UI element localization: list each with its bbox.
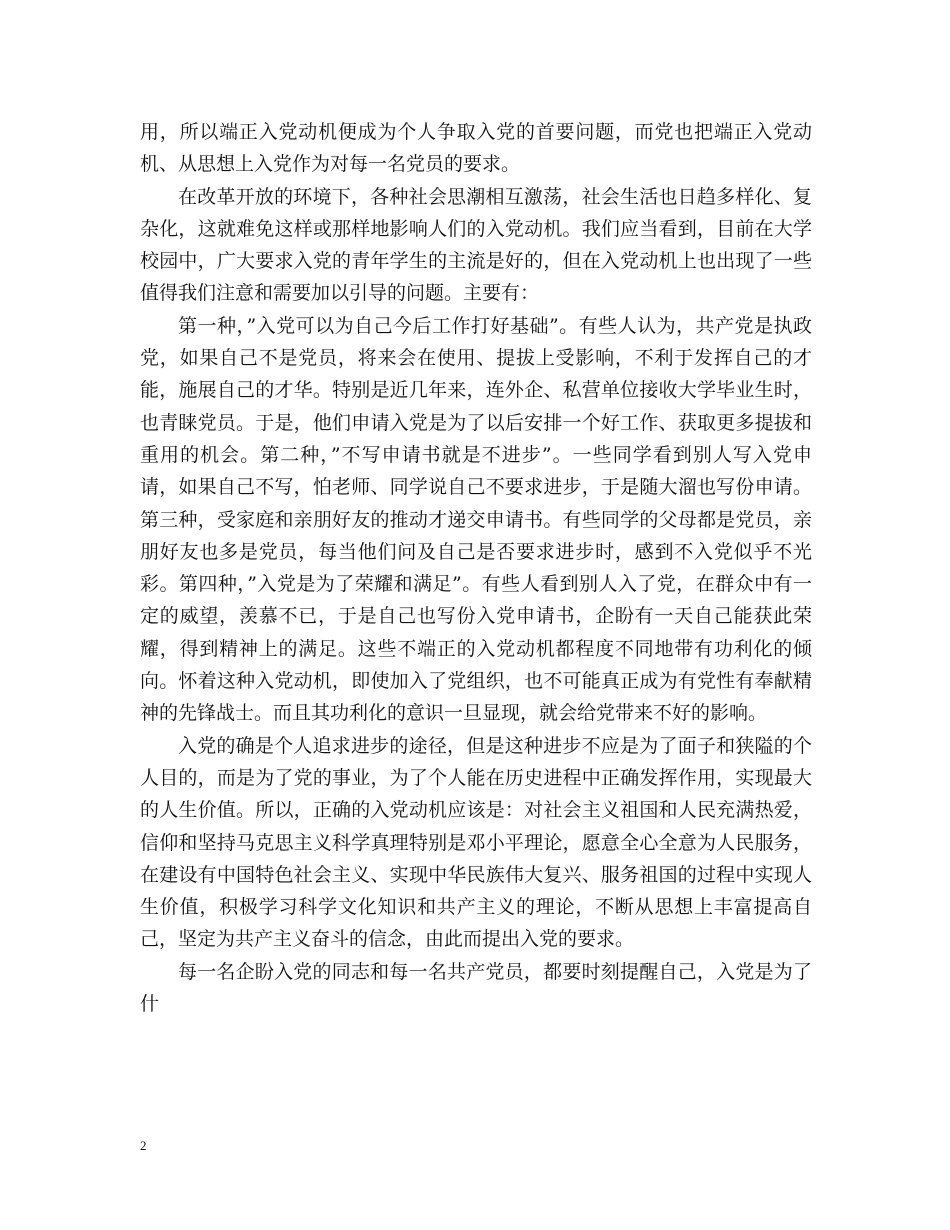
paragraph-5: 每一名企盼入党的同志和每一名共产党员，都要时刻提醒自己，入党是为了什 [140,960,812,1016]
paragraph-1: 用，所以端正入党动机便成为个人争取入党的首要问题，而党也把端正入党动机、从思想上入党作为对每一名党员的要求。 [140,121,812,176]
paragraph-4: 入党的确是个人追求进步的途径，但是这种进步不应是为了面子和狭隘的个人目的，而是为了党的事业，为了个人能在历史进程中正确发挥作用，实现最大的人生价值。所以，正确的入党动机应该是：对社会主义祖国和人民充满热爱，信仰和坚持马克思主义科学真理特别是邓小平理论，愿意全心全意为人民服务，在建设有中国特色社会主义、实现中华民族伟大复兴、服务祖国的过程中实现人生价值，积极学习科学文化知识和共产主义的理论，不断从思想上丰富提高自己，坚定为共产主义奋斗的信念，由此而提出入党的要求。 [140,734,812,951]
paragraph-2: 在改革开放的环境下，各种社会思潮相互激荡，社会生活也日趋多样化、复杂化，这就难免这样或那样地影响人们的入党动机。我们应当看到，目前在大学校园中，广大要求入党的青年学生的主流是好的，但在入党动机上也出现了一些值得我们注意和需要加以引导的问题。主要有： [140,185,812,305]
paragraph-3: 第一种，”入党可以为自己今后工作打好基础”。有些人认为，共产党是执政党，如果自己不是党员，将来会在使用、提拔上受影响，不利于发挥自己的才能，施展自己的才华。特别是近几年来，连外企、私营单位接收大学毕业生时，也青睐党员。于是，他们申请入党是为了以后安排一个好工作、获取更多提拔和重用的机会。第二种，”不写申请书就是不进步”。一些同学看到别人写入党申请，如果自己不写，怕老师、同学说自己不要求进步，于是随大溜也写份申请。第三种，受家庭和亲朋好友的推动才递交申请书。有些同学的父母都是党员，亲朋好友也多是党员，每当他们问及自己是否要求进步时，感到不入党似乎不光彩。第四种，”入党是为了荣耀和满足”。有些人看到别人入了党，在群众中有一定的威望，羡慕不已，于是自己也写份入党申请书，企盼有一天自己能获此荣耀，得到精神上的满足。这些不端正的入党动机都程度不同地带有功利化的倾向。怀着这种入党动机，即使加入了党组织，也不可能真正成为有党性有奉献精神的先锋战士。而且其功利化的意识一旦显现，就会给党带来不好的影响。 [140,314,812,725]
page-number: 2 [140,1138,147,1153]
body-text [140,116,812,1020]
